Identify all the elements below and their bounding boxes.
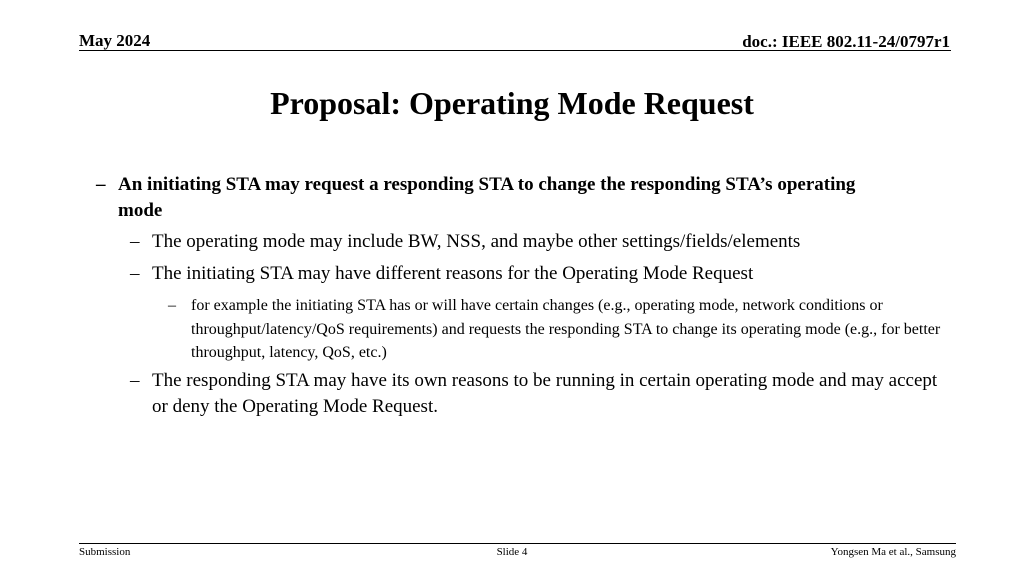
- bullet-level2-responding-reasons: [130, 368, 940, 420]
- bullet-dash: –: [130, 370, 140, 391]
- footer-authors: Yongsen Ma et al., Samsung: [830, 546, 956, 558]
- footer-divider: [79, 543, 956, 544]
- bullet-level2-operating-mode-content: [130, 229, 940, 255]
- slide-title: Proposal: Operating Mode Request: [270, 85, 754, 121]
- bullet-dash: –: [168, 297, 176, 314]
- bullet-text: The operating mode may include BW, NSS, and maybe other settings/fields/elements: [152, 231, 801, 252]
- bullet-text: An initiating STA may request a responding STA to change the responding STA’s operating mode: [118, 174, 856, 221]
- bullet-level1-initiating-request: [96, 172, 896, 224]
- footer-submission: Submission: [79, 546, 131, 558]
- footer-slide-number: Slide 4: [496, 546, 528, 558]
- header-divider: [79, 50, 951, 51]
- bullet-dash: –: [130, 231, 140, 252]
- header-doc-id: doc.: IEEE 802.11-24/0797r1: [742, 32, 950, 51]
- bullet-dash: –: [130, 263, 140, 284]
- bullet-text: The responding STA may have its own reasons to be running in certain operating mode and may accept or deny the Operating Mode Request.: [152, 370, 938, 417]
- header-date: May 2024: [79, 31, 151, 50]
- bullet-dash: –: [96, 174, 106, 195]
- bullet-level2-initiating-reasons: [130, 261, 940, 287]
- bullet-text: for example the initiating STA has or will have certain changes (e.g., operating mode, network conditions or throughput/latency/QoS requirements) and requests the responding STA to change its operating mode (e.g., for better throughput, latency, QoS, etc.): [191, 297, 941, 361]
- bullet-level3-example: [168, 294, 943, 365]
- bullet-text: The initiating STA may have different reasons for the Operating Mode Request: [152, 263, 754, 284]
